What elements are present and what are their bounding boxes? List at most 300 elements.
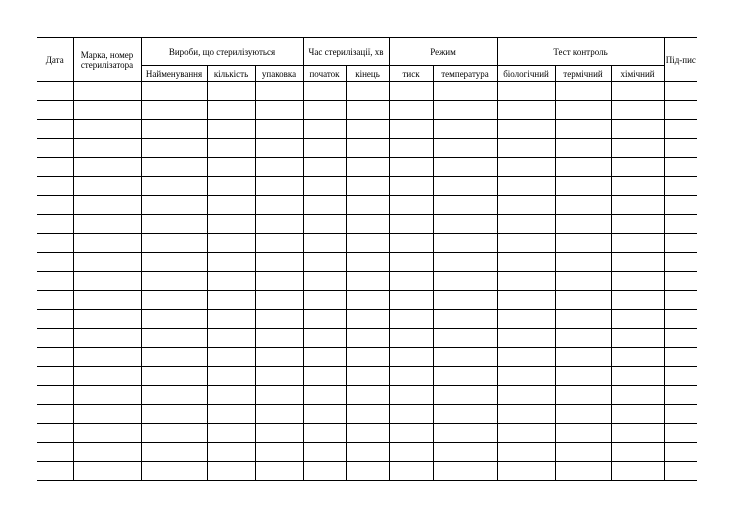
table-cell[interactable]: [207, 82, 255, 101]
table-cell[interactable]: [389, 291, 433, 310]
table-cell[interactable]: [346, 234, 389, 253]
table-cell[interactable]: [207, 177, 255, 196]
table-cell[interactable]: [303, 367, 346, 386]
table-cell[interactable]: [141, 101, 207, 120]
table-cell[interactable]: [303, 424, 346, 443]
table-cell[interactable]: [555, 272, 611, 291]
table-cell[interactable]: [37, 158, 73, 177]
table-cell[interactable]: [303, 443, 346, 462]
table-cell[interactable]: [555, 367, 611, 386]
table-cell[interactable]: [255, 405, 303, 424]
table-cell[interactable]: [433, 253, 497, 272]
table-cell[interactable]: [664, 215, 697, 234]
table-cell[interactable]: [389, 386, 433, 405]
table-cell[interactable]: [141, 215, 207, 234]
table-cell[interactable]: [433, 462, 497, 481]
table-cell[interactable]: [555, 215, 611, 234]
table-cell[interactable]: [141, 386, 207, 405]
table-cell[interactable]: [664, 272, 697, 291]
table-cell[interactable]: [555, 291, 611, 310]
table-cell[interactable]: [433, 367, 497, 386]
table-cell[interactable]: [303, 215, 346, 234]
sterilization-log-table: [37, 37, 697, 481]
table-cell[interactable]: [73, 443, 141, 462]
table-cell[interactable]: [37, 177, 73, 196]
table-cell[interactable]: [555, 82, 611, 101]
table-cell[interactable]: [207, 215, 255, 234]
table-cell[interactable]: [255, 310, 303, 329]
table-cell[interactable]: [255, 82, 303, 101]
table-cell[interactable]: [555, 158, 611, 177]
table-cell[interactable]: [555, 310, 611, 329]
table-cell[interactable]: [611, 196, 664, 215]
table-cell[interactable]: [346, 443, 389, 462]
table-cell[interactable]: [73, 253, 141, 272]
table-cell[interactable]: [664, 291, 697, 310]
table-cell[interactable]: [433, 120, 497, 139]
table-row: [37, 82, 697, 101]
table-cell[interactable]: [207, 329, 255, 348]
table-cell[interactable]: [346, 310, 389, 329]
table-cell[interactable]: [207, 310, 255, 329]
table-cell[interactable]: [303, 139, 346, 158]
table-cell[interactable]: [37, 386, 73, 405]
table-cell[interactable]: [664, 196, 697, 215]
table-cell[interactable]: [497, 424, 555, 443]
table-cell[interactable]: [73, 329, 141, 348]
table-cell[interactable]: [255, 386, 303, 405]
table-cell[interactable]: [37, 367, 73, 386]
table-cell[interactable]: [255, 253, 303, 272]
table-cell[interactable]: [497, 177, 555, 196]
table-cell[interactable]: [346, 101, 389, 120]
table-cell[interactable]: [346, 291, 389, 310]
table-cell[interactable]: [664, 139, 697, 158]
table-cell[interactable]: [255, 424, 303, 443]
table-cell[interactable]: [611, 310, 664, 329]
table-cell[interactable]: [664, 367, 697, 386]
header-items-packaging: упаковка: [255, 66, 303, 82]
table-cell[interactable]: [389, 348, 433, 367]
table-cell[interactable]: [303, 196, 346, 215]
table-cell[interactable]: [389, 120, 433, 139]
table-cell[interactable]: [555, 329, 611, 348]
table-cell[interactable]: [555, 120, 611, 139]
header-time-end: кінець: [346, 66, 389, 82]
table-cell[interactable]: [346, 196, 389, 215]
table-cell[interactable]: [555, 348, 611, 367]
table-cell[interactable]: [207, 196, 255, 215]
table-cell[interactable]: [73, 215, 141, 234]
table-cell[interactable]: [611, 405, 664, 424]
table-row: [37, 120, 697, 139]
table-cell[interactable]: [141, 82, 207, 101]
table-cell[interactable]: [207, 462, 255, 481]
table-row: [37, 196, 697, 215]
table-row: [37, 101, 697, 120]
table-cell[interactable]: [37, 405, 73, 424]
table-cell[interactable]: [497, 329, 555, 348]
table-cell[interactable]: [497, 291, 555, 310]
table-cell[interactable]: [611, 367, 664, 386]
table-cell[interactable]: [141, 367, 207, 386]
table-row: [37, 139, 697, 158]
table-row: [37, 405, 697, 424]
table-cell[interactable]: [389, 443, 433, 462]
table-cell[interactable]: [207, 405, 255, 424]
table-cell[interactable]: [37, 253, 73, 272]
table-cell[interactable]: [255, 367, 303, 386]
table-cell[interactable]: [611, 101, 664, 120]
table-cell[interactable]: [255, 291, 303, 310]
header-test-thermal: термічний: [555, 66, 611, 82]
table-cell[interactable]: [389, 462, 433, 481]
table-cell[interactable]: [141, 462, 207, 481]
table-cell[interactable]: [37, 234, 73, 253]
table-cell[interactable]: [555, 443, 611, 462]
table-cell[interactable]: [303, 405, 346, 424]
table-cell[interactable]: [207, 158, 255, 177]
table-cell[interactable]: [611, 253, 664, 272]
table-cell[interactable]: [207, 253, 255, 272]
table-cell[interactable]: [141, 253, 207, 272]
table-cell[interactable]: [73, 386, 141, 405]
table-cell[interactable]: [303, 462, 346, 481]
table-cell[interactable]: [497, 215, 555, 234]
table-cell[interactable]: [73, 101, 141, 120]
table-cell[interactable]: [73, 120, 141, 139]
table-row: [37, 310, 697, 329]
table-cell[interactable]: [433, 443, 497, 462]
table-cell[interactable]: [389, 272, 433, 291]
table-cell[interactable]: [141, 310, 207, 329]
table-cell[interactable]: [664, 177, 697, 196]
table-cell[interactable]: [73, 82, 141, 101]
table-cell[interactable]: [664, 329, 697, 348]
table-cell[interactable]: [389, 253, 433, 272]
table-cell[interactable]: [73, 310, 141, 329]
table-row: [37, 462, 697, 481]
table-cell[interactable]: [497, 120, 555, 139]
table-row: [37, 158, 697, 177]
table-cell[interactable]: [207, 101, 255, 120]
table-cell[interactable]: [433, 424, 497, 443]
table-cell[interactable]: [346, 139, 389, 158]
table-cell[interactable]: [433, 329, 497, 348]
table-cell[interactable]: [303, 348, 346, 367]
table-cell[interactable]: [389, 196, 433, 215]
table-cell[interactable]: [433, 177, 497, 196]
table-cell[interactable]: [37, 291, 73, 310]
table-cell[interactable]: [303, 234, 346, 253]
table-cell[interactable]: [389, 424, 433, 443]
table-cell[interactable]: [255, 443, 303, 462]
table-cell[interactable]: [141, 139, 207, 158]
table-cell[interactable]: [555, 234, 611, 253]
table-cell[interactable]: [664, 101, 697, 120]
table-cell[interactable]: [555, 386, 611, 405]
table-cell[interactable]: [141, 158, 207, 177]
table-row: [37, 272, 697, 291]
table-cell[interactable]: [611, 424, 664, 443]
table-cell[interactable]: [207, 291, 255, 310]
table-cell[interactable]: [73, 234, 141, 253]
table-cell[interactable]: [611, 462, 664, 481]
table-cell[interactable]: [433, 234, 497, 253]
table-cell[interactable]: [73, 424, 141, 443]
table-cell[interactable]: [389, 101, 433, 120]
table-cell[interactable]: [611, 234, 664, 253]
table-cell[interactable]: [433, 215, 497, 234]
table-cell[interactable]: [73, 367, 141, 386]
table-cell[interactable]: [255, 329, 303, 348]
table-cell[interactable]: [141, 234, 207, 253]
table-cell[interactable]: [497, 310, 555, 329]
table-cell[interactable]: [433, 348, 497, 367]
table-cell[interactable]: [611, 120, 664, 139]
table-cell[interactable]: [141, 291, 207, 310]
table-cell[interactable]: [73, 348, 141, 367]
table-cell[interactable]: [73, 139, 141, 158]
table-row: [37, 177, 697, 196]
table-cell[interactable]: [497, 253, 555, 272]
table-cell[interactable]: [611, 215, 664, 234]
table-cell[interactable]: [207, 234, 255, 253]
table-cell[interactable]: [497, 234, 555, 253]
table-cell[interactable]: [207, 272, 255, 291]
table-cell[interactable]: [37, 215, 73, 234]
table-cell[interactable]: [303, 82, 346, 101]
table-cell[interactable]: [141, 196, 207, 215]
table-cell[interactable]: [207, 443, 255, 462]
table-cell[interactable]: [73, 405, 141, 424]
table-cell[interactable]: [141, 120, 207, 139]
table-cell[interactable]: [433, 196, 497, 215]
table-cell[interactable]: [207, 367, 255, 386]
table-cell[interactable]: [555, 177, 611, 196]
table-cell[interactable]: [611, 272, 664, 291]
table-cell[interactable]: [664, 253, 697, 272]
table-cell[interactable]: [433, 291, 497, 310]
table-cell[interactable]: [433, 405, 497, 424]
table-cell[interactable]: [389, 405, 433, 424]
table-cell[interactable]: [37, 101, 73, 120]
table-cell[interactable]: [611, 386, 664, 405]
table-cell[interactable]: [611, 139, 664, 158]
table-cell[interactable]: [303, 158, 346, 177]
table-cell[interactable]: [389, 329, 433, 348]
table-cell[interactable]: [497, 82, 555, 101]
table-cell[interactable]: [389, 158, 433, 177]
table-row: [37, 424, 697, 443]
table-cell[interactable]: [207, 348, 255, 367]
table-cell[interactable]: [346, 82, 389, 101]
table-cell[interactable]: [37, 348, 73, 367]
table-cell[interactable]: [664, 443, 697, 462]
table-cell[interactable]: [664, 234, 697, 253]
table-cell[interactable]: [497, 196, 555, 215]
table-cell[interactable]: [664, 120, 697, 139]
table-cell[interactable]: [433, 158, 497, 177]
table-cell[interactable]: [303, 253, 346, 272]
table-cell[interactable]: [37, 120, 73, 139]
table-cell[interactable]: [303, 329, 346, 348]
table-cell[interactable]: [555, 253, 611, 272]
table-cell[interactable]: [611, 158, 664, 177]
table-cell[interactable]: [303, 101, 346, 120]
table-cell[interactable]: [37, 329, 73, 348]
table-cell[interactable]: [389, 310, 433, 329]
header-time-start: початок: [303, 66, 346, 82]
table-row: [37, 386, 697, 405]
table-cell[interactable]: [497, 158, 555, 177]
table-cell[interactable]: [389, 367, 433, 386]
table-cell[interactable]: [664, 462, 697, 481]
table-cell[interactable]: [37, 462, 73, 481]
table-cell[interactable]: [303, 272, 346, 291]
table-cell[interactable]: [555, 196, 611, 215]
table-cell[interactable]: [255, 177, 303, 196]
table-cell[interactable]: [611, 443, 664, 462]
table-cell[interactable]: [37, 272, 73, 291]
table-cell[interactable]: [303, 177, 346, 196]
table-cell[interactable]: [555, 101, 611, 120]
table-cell[interactable]: [555, 424, 611, 443]
table-cell[interactable]: [255, 120, 303, 139]
table-row: [37, 329, 697, 348]
log-body: [37, 82, 697, 481]
table-cell[interactable]: [303, 120, 346, 139]
table-cell[interactable]: [346, 253, 389, 272]
table-cell[interactable]: [497, 139, 555, 158]
table-cell[interactable]: [255, 101, 303, 120]
table-cell[interactable]: [497, 367, 555, 386]
table-cell[interactable]: [73, 177, 141, 196]
table-cell[interactable]: [664, 424, 697, 443]
table-cell[interactable]: [346, 272, 389, 291]
table-cell[interactable]: [255, 234, 303, 253]
table-cell[interactable]: [303, 291, 346, 310]
table-cell[interactable]: [37, 196, 73, 215]
table-cell[interactable]: [611, 291, 664, 310]
table-cell[interactable]: [141, 424, 207, 443]
table-cell[interactable]: [389, 139, 433, 158]
table-cell[interactable]: [346, 462, 389, 481]
table-cell[interactable]: [255, 348, 303, 367]
header-signature: Під-пис: [664, 38, 697, 82]
table-cell[interactable]: [73, 196, 141, 215]
table-cell[interactable]: [37, 310, 73, 329]
table-cell[interactable]: [346, 386, 389, 405]
table-cell[interactable]: [497, 462, 555, 481]
table-cell[interactable]: [497, 272, 555, 291]
table-cell[interactable]: [73, 158, 141, 177]
table-cell[interactable]: [497, 101, 555, 120]
header-test-biological: біологічний: [497, 66, 555, 82]
table-cell[interactable]: [433, 386, 497, 405]
table-cell[interactable]: [303, 386, 346, 405]
table-cell[interactable]: [611, 82, 664, 101]
table-cell[interactable]: [255, 196, 303, 215]
table-cell[interactable]: [433, 310, 497, 329]
table-cell[interactable]: [664, 158, 697, 177]
table-cell[interactable]: [433, 139, 497, 158]
table-cell[interactable]: [207, 120, 255, 139]
table-cell[interactable]: [141, 329, 207, 348]
table-cell[interactable]: [255, 215, 303, 234]
header-mode-group: Режим: [389, 38, 497, 66]
table-cell[interactable]: [207, 424, 255, 443]
table-cell[interactable]: [207, 139, 255, 158]
table-cell[interactable]: [141, 443, 207, 462]
table-cell[interactable]: [37, 424, 73, 443]
table-cell[interactable]: [346, 158, 389, 177]
table-row: [37, 291, 697, 310]
table-cell[interactable]: [346, 424, 389, 443]
table-cell[interactable]: [255, 272, 303, 291]
table-cell[interactable]: [611, 348, 664, 367]
table-cell[interactable]: [346, 367, 389, 386]
header-mode-pressure: тиск: [389, 66, 433, 82]
table-cell[interactable]: [346, 329, 389, 348]
table-cell[interactable]: [346, 120, 389, 139]
table-cell[interactable]: [497, 348, 555, 367]
table-cell[interactable]: [555, 405, 611, 424]
table-row: [37, 443, 697, 462]
table-cell[interactable]: [37, 139, 73, 158]
table-cell[interactable]: [389, 82, 433, 101]
table-cell[interactable]: [389, 215, 433, 234]
table-cell[interactable]: [611, 329, 664, 348]
table-cell[interactable]: [664, 310, 697, 329]
table-cell[interactable]: [346, 405, 389, 424]
table-cell[interactable]: [73, 462, 141, 481]
table-cell[interactable]: [664, 405, 697, 424]
table-cell[interactable]: [141, 177, 207, 196]
table-cell[interactable]: [433, 101, 497, 120]
table-cell[interactable]: [346, 177, 389, 196]
table-cell[interactable]: [664, 82, 697, 101]
table-cell[interactable]: [664, 386, 697, 405]
table-cell[interactable]: [303, 310, 346, 329]
table-cell[interactable]: [611, 177, 664, 196]
table-cell[interactable]: [37, 82, 73, 101]
table-cell[interactable]: [555, 139, 611, 158]
header-time-group: Час стерилізації, хв: [303, 38, 389, 66]
table-cell[interactable]: [141, 348, 207, 367]
table-cell[interactable]: [37, 443, 73, 462]
table-cell[interactable]: [141, 405, 207, 424]
table-cell[interactable]: [207, 386, 255, 405]
table-cell[interactable]: [389, 234, 433, 253]
table-cell[interactable]: [389, 177, 433, 196]
table-cell[interactable]: [433, 272, 497, 291]
table-cell[interactable]: [346, 348, 389, 367]
table-cell[interactable]: [346, 215, 389, 234]
table-cell[interactable]: [497, 405, 555, 424]
table-cell[interactable]: [664, 348, 697, 367]
table-cell[interactable]: [497, 386, 555, 405]
table-cell[interactable]: [255, 462, 303, 481]
table-cell[interactable]: [73, 272, 141, 291]
table-cell[interactable]: [433, 82, 497, 101]
table-cell[interactable]: [255, 139, 303, 158]
table-cell[interactable]: [497, 443, 555, 462]
table-cell[interactable]: [555, 462, 611, 481]
table-cell[interactable]: [73, 291, 141, 310]
table-cell[interactable]: [141, 272, 207, 291]
table-cell[interactable]: [255, 158, 303, 177]
